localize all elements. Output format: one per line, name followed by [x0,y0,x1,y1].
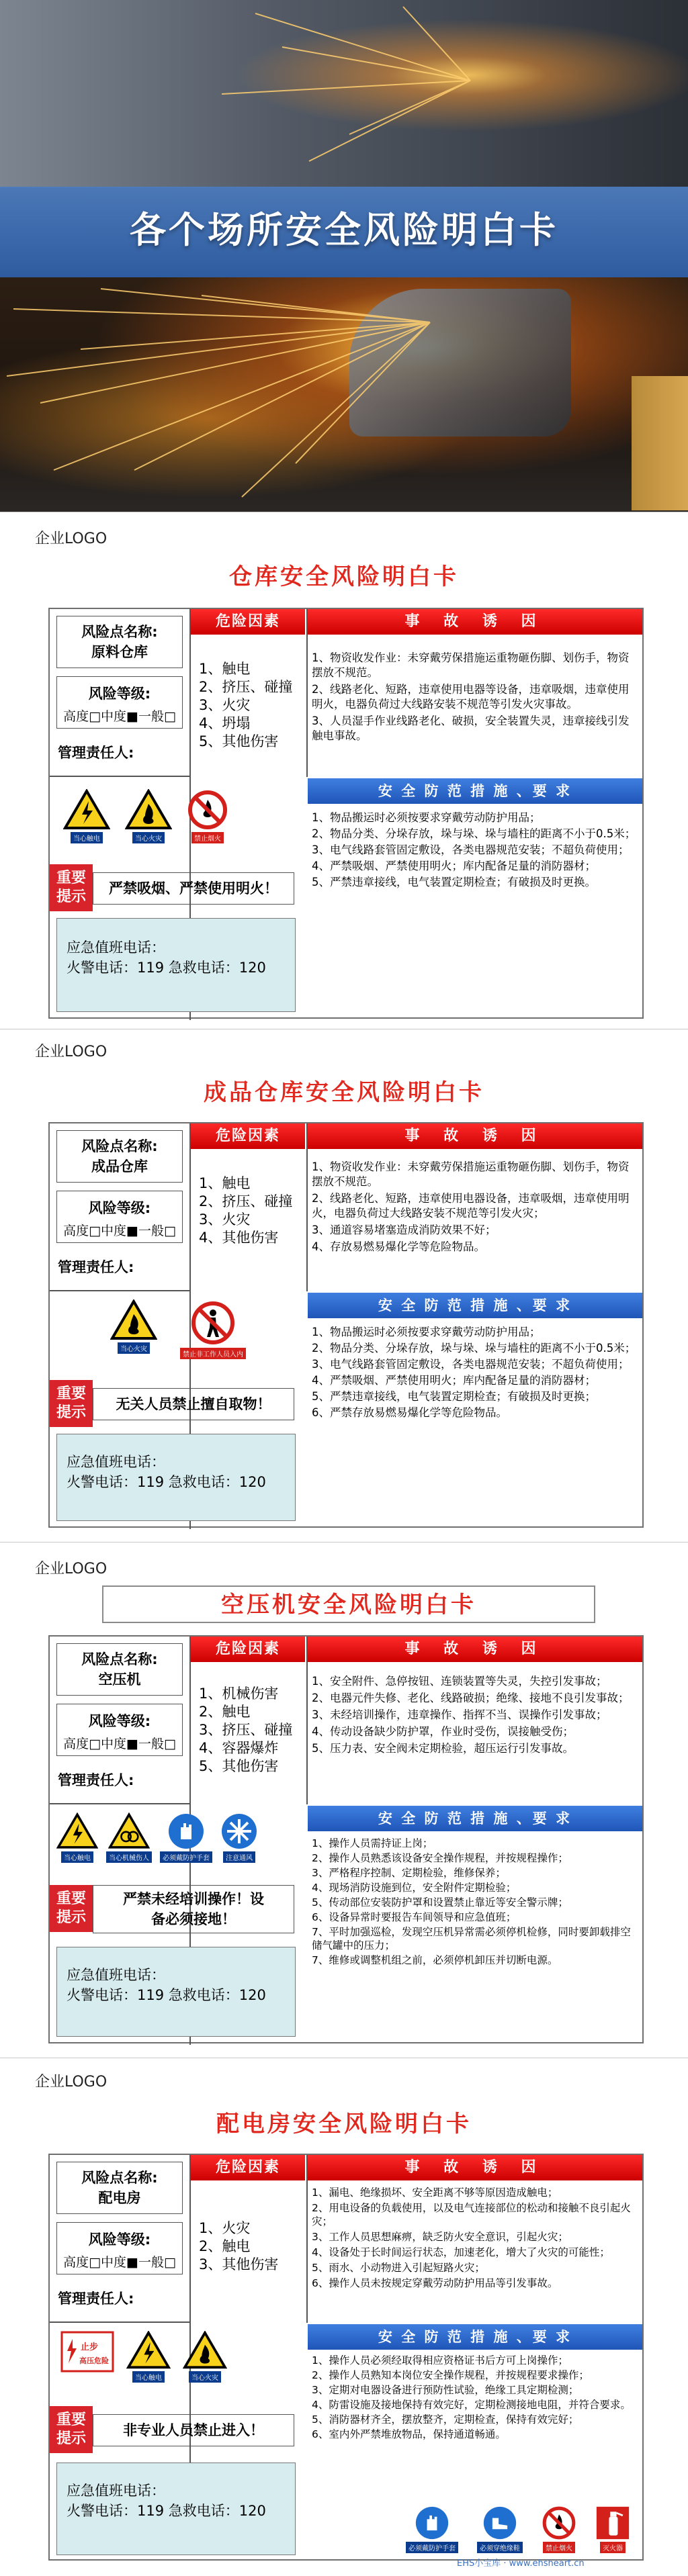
hazard-list [199,2219,278,2274]
hazard-item: 4、容器爆炸 [199,1740,279,1756]
measure-item: 3、电气线路套管固定敷设，各类电器规范安装；不超负荷使用； [312,1358,630,1371]
cause-list [312,2186,638,2292]
measure-item: 1、物品搬运时必须按要求穿戴劳动防护用品； [312,1326,541,1338]
measure-item: 2、物品分类、分垛存放，垛与垛、垛与墙柱的距离不小于0.5米； [312,827,636,840]
risk-point-name: 成品仓库 [91,1158,148,1175]
hazard-list [199,660,292,751]
notice-tag-text: 重要提示 [56,1890,86,1926]
risk-level-options: 高度□中度■一般□ [63,1224,176,1238]
wear-protective-gear-icon [160,1812,212,1863]
hazard-item: 4、坍塌 [199,715,251,731]
measure-item: 4、严禁吸烟、严禁使用明火；库内配备足量的消防器材； [312,1374,596,1387]
notice-tag-text: 重要提示 [56,2411,86,2447]
hazard-item: 4、其他伤害 [199,1230,279,1246]
sign-label: 必须穿绝缘鞋 [477,2542,523,2553]
measure-item: 4、严禁吸烟、严禁使用明火；库内配备足量的消防器材； [312,860,596,872]
divider [189,2155,191,2504]
risk-level-box [56,2222,183,2274]
emergency-contacts [56,918,296,1012]
cause-item: 1、物资收发作业：未穿戴劳保措施运重物砸伤脚、划伤手，物资摆放不规范。 [312,651,630,679]
cause-item: 1、物资收发作业：未穿戴劳保措施运重物砸伤脚、划伤手，物资摆放不规范。 [312,1160,630,1188]
fire-warning-icon [110,1299,157,1359]
measure-item: 7、维修或调整机组之前，必须停机卸压并切断电源。 [312,1954,558,1966]
risk-point-label: 风险点名称: [81,1651,158,1667]
svg-text:止步: 止步 [81,2342,99,2352]
risk-card-section-power-room [0,2058,688,2576]
hazard-item: 2、触电 [199,2238,251,2254]
measure-item: 2、物品分类、分垛存放，垛与垛、垛与墙柱的距离不小于0.5米； [312,1342,636,1354]
hazard-item: 1、触电 [199,1175,251,1191]
header-banner [0,0,688,512]
measure-list [312,1325,638,1422]
safety-signs [60,2331,227,2383]
fire-warning-icon [125,789,172,843]
cause-item: 1、安全附件、急停按钮、连锁装置等失灵，失控引发事故； [312,1675,607,1688]
cause-item: 3、未经培训操作，违章操作、指挥不当、误操作引发事故； [312,1708,607,1721]
sign-label: 当心机械伤人 [106,1851,152,1863]
sign-label: 禁止非工作人员入内 [180,1348,246,1359]
hazard-header: 危险因素 [191,2155,305,2180]
sparks-image [0,0,688,512]
risk-level-label: 风险等级: [88,1200,151,1216]
no-entry-icon [180,1299,246,1359]
important-notice-tag [50,2406,93,2453]
cause-header: 事 故 诱 因 [308,2155,642,2180]
important-notice: 无关人员禁止擅自取物！ [93,1388,294,1420]
measure-item: 6、设备异常时要报告车间领导和应急值班； [312,1911,517,1923]
measure-item: 4、现场消防设施到位，安全附件定期检验； [312,1882,517,1894]
fire-extinguisher-icon [595,2505,630,2553]
measure-header: 安 全 防 范 措 施 、要 求 [308,1806,642,1831]
no-fire-icon [542,2505,576,2553]
measure-header: 安 全 防 范 措 施 、要 求 [308,2324,642,2350]
sign-label: 当心触电 [71,832,103,843]
hazard-item: 5、其他伤害 [199,1758,279,1774]
emergency-numbers: 火警电话：119 急救电话：120 [67,960,266,976]
emergency-numbers: 火警电话：119 急救电话：120 [67,1474,266,1490]
hazard-header: 危险因素 [191,609,305,635]
hazard-item: 3、火灾 [199,697,251,713]
hazard-item: 2、挤压、碰撞 [199,1193,293,1209]
safety-signs [63,789,228,843]
emergency-contacts [56,1434,296,1521]
sign-label: 注意通风 [223,1851,255,1863]
bottom-safety-signs [406,2505,630,2553]
risk-point-box [56,1643,183,1696]
hazard-item: 3、挤压、碰撞 [199,1722,293,1738]
risk-level-box [56,676,183,729]
manager-label: 管理责任人: [58,1259,134,1275]
enterprise-logo: 企业LOGO [35,531,108,547]
cause-item: 2、用电设备的负载使用，以及电气连接部位的松动和接触不良引起火灾； [312,2202,631,2227]
measure-item: 2、操作人员熟知本岗位安全操作规程，并按规程要求操作； [312,2369,589,2381]
measure-item: 1、操作人员必须经取得相应资格证书后方可上岗操作； [312,2354,568,2366]
cause-item: 6、操作人员未按规定穿戴劳动防护用品等引发事故。 [312,2277,558,2289]
enterprise-logo: 企业LOGO [35,1044,108,1060]
measure-item: 3、严格程序控制、定期检验，维修保养； [312,1867,506,1879]
cause-item: 4、存放易燃易爆化学等危险物品。 [312,1240,485,1253]
risk-level-label: 风险等级: [88,686,151,702]
measure-item: 5、严禁违章接线，电气装置定期检查；有破损及时更换。 [312,876,596,888]
cause-item: 5、雨水、小动物进入引起短路火灾； [312,2262,485,2274]
measure-header: 安 全 防 范 措 施 、要 求 [308,778,642,804]
wear-safety-helmet-icon [220,1812,258,1863]
divider [50,2321,189,2323]
risk-level-label: 风险等级: [88,1713,151,1729]
measure-item: 3、电气线路套管固定敷设，各类电器规范安装；不超负荷使用； [312,843,630,856]
cause-header: 事 故 诱 因 [308,1637,642,1662]
hazard-item: 1、机械伤害 [199,1686,279,1702]
manager-label: 管理责任人: [58,2291,134,2307]
fire-warning-icon [183,2331,227,2383]
risk-level-box [56,1191,183,1243]
cause-list [312,1674,638,1758]
sign-label: 当心火灾 [118,1342,150,1354]
emergency-label: 应急值班电话： [67,1967,165,1983]
electric-shock-warning-icon [63,789,110,843]
sign-label: 必须戴防护手套 [160,1851,212,1863]
hazard-item: 1、火灾 [199,2220,251,2236]
cause-item: 3、人员湿手作业线路老化、破损，安全装置失灵，违章接线引发触电事故。 [312,715,630,742]
svg-text:高压危险: 高压危险 [79,2356,109,2365]
risk-card [48,1635,644,2043]
cause-item: 4、传动设备缺少防护罩，作业时受伤，误接触受伤； [312,1725,574,1738]
risk-point-name: 原料仓库 [91,644,148,660]
cause-item: 3、通道容易堵塞造成消防效果不好； [312,1224,497,1236]
measure-item: 6、严禁存放易燃易爆化学等危险物品。 [312,1406,507,1419]
hazard-item: 5、其他伤害 [199,733,279,749]
risk-level-box [56,1704,183,1756]
cause-item: 3、工作人员思想麻痹，缺乏防火安全意识，引起火灾； [312,2231,568,2243]
no-open-flame-icon [187,789,228,843]
sign-label: 当心触电 [61,1851,93,1863]
safety-signs [110,1299,246,1359]
measure-item: 3、定期对电器设备进行预防性试验，绝缘工具定期检测； [312,2384,579,2396]
risk-card-section-finished-warehouse [0,1029,688,1542]
sign-label: 必须戴防护手套 [406,2542,458,2553]
risk-point-box [56,616,183,668]
manager-label: 管理责任人: [58,745,134,761]
measure-item: 1、操作人员需持证上岗； [312,1837,433,1849]
risk-point-box [56,1130,183,1183]
risk-point-label: 风险点名称: [81,624,158,640]
measure-list [312,1837,638,1968]
measure-item: 5、传动部位安装防护罩和设置禁止靠近等安全警示牌； [312,1896,568,1908]
cause-item: 2、线路老化、短路，违章使用电器设备，违章吸烟，违章使用明火，电器负荷过大线路安装不规范等引发火灾； [312,1192,630,1220]
important-notice-tag [50,864,93,911]
emergency-label: 应急值班电话： [67,939,165,956]
risk-card-section-air-compressor [0,1542,688,2058]
sign-label: 灭火器 [600,2542,626,2553]
important-notice: 非专业人员禁止进入！ [93,2414,294,2446]
emergency-numbers: 火警电话：119 急救电话：120 [67,2503,266,2519]
risk-point-box [56,2162,183,2214]
hazard-item: 1、触电 [199,661,251,677]
measure-item: 4、防雷设施及接地保持有效完好，定期检测接地电阻，并符合要求。 [312,2399,631,2411]
cause-item: 1、漏电、绝缘损坏、安全距离不够等原因造成触电； [312,2187,558,2199]
card-title: 成品仓库安全风险明白卡 [204,1079,484,1106]
divider [50,776,189,777]
electric-shock-warning-icon [56,1812,98,1863]
watermark: EHS小宝库 · www.ehsheart.cn [457,2559,585,2569]
cause-list [312,651,638,745]
measure-list [312,2354,638,2442]
hazard-item: 3、火灾 [199,1211,251,1228]
manager-label: 管理责任人: [58,1772,134,1788]
risk-card-section-warehouse [0,512,688,1029]
risk-card [48,608,644,1019]
hazard-item: 3、其他伤害 [199,2256,279,2272]
hazard-list [199,1175,292,1247]
emergency-numbers: 火警电话：119 急救电话：120 [67,1987,266,2003]
measure-item: 5、消防器材齐全，摆放整齐，定期检查，保持有效完好； [312,2413,579,2426]
page-title: 各个场所安全风险明白卡 [130,209,558,251]
measure-item: 2、操作人员熟悉该设备安全操作规程，并按规程操作； [312,1852,568,1864]
cause-header: 事 故 诱 因 [308,1123,642,1149]
important-notice-tag [50,1380,93,1427]
important-notice: 严禁未经培训操作！设备必须接地！ [93,1885,294,1933]
cause-item: 2、线路老化、短路，违章使用电器等设备，违章吸烟，违章使用明火，电器负荷过大线路安装不规范等引发火灾事故。 [312,683,630,710]
risk-card [48,2154,644,2561]
divider [50,1290,189,1291]
risk-point-name: 配电房 [98,2190,141,2206]
measure-item: 5、严禁违章接线，电气装置定期检查；有破损及时更换； [312,1390,596,1403]
risk-point-label: 风险点名称: [81,1138,158,1154]
risk-point-label: 风险点名称: [81,2170,158,2186]
hazard-item: 2、触电 [199,1704,251,1720]
emergency-contacts [56,1947,296,2037]
sign-label: 当心触电 [132,2371,165,2383]
card-title: 配电房安全风险明白卡 [216,2111,472,2137]
measure-item: 1、物品搬运时必须按要求穿戴劳动防护用品； [312,811,541,824]
hazard-item: 2、挤压、碰撞 [199,679,293,695]
risk-level-options: 高度□中度■一般□ [63,2255,176,2270]
risk-level-label: 风险等级: [88,2232,151,2248]
notice-tag-text: 重要提示 [56,1385,86,1421]
safety-signs [56,1812,258,1863]
emergency-contacts [56,2463,296,2555]
emergency-label: 应急值班电话： [67,2483,165,2499]
risk-card [48,1122,644,1528]
hazard-header: 危险因素 [191,1637,305,1662]
measure-list [312,811,638,891]
high-voltage-danger-icon [60,2331,114,2383]
important-notice-tag [50,1885,93,1932]
cause-header: 事 故 诱 因 [308,609,642,635]
risk-level-options: 高度□中度■一般□ [63,709,176,724]
hazard-header: 危险因素 [191,1123,305,1149]
notice-tag-text: 重要提示 [56,870,86,905]
cause-item: 4、设备处于长时间运行状态，加速老化，增大了火灾的可能性； [312,2246,610,2258]
enterprise-logo: 企业LOGO [35,1561,108,1577]
cause-list [312,1160,638,1256]
measure-item: 7、平时加强巡检，发现空压机异常需必须停机检修，同时要卸载排空储气罐中的压力； [312,1926,631,1951]
divider [50,1803,189,1804]
wear-insulated-shoes-icon [477,2505,523,2553]
sign-label: 当心火灾 [189,2371,221,2383]
sign-label: 禁止烟火 [543,2542,575,2553]
wear-protective-gear-icon [406,2505,458,2553]
sign-label: 当心火灾 [132,832,165,843]
card-title: 仓库安全风险明白卡 [229,563,459,590]
enterprise-logo: 企业LOGO [35,2074,108,2090]
emergency-label: 应急值班电话： [67,1454,165,1470]
important-notice: 严禁吸烟、严禁使用明火！ [93,872,294,905]
sign-label: 禁止烟火 [191,832,224,843]
hazard-list [199,1685,292,1776]
electric-shock-warning-icon [126,2331,171,2383]
measure-header: 安 全 防 范 措 施 、要 求 [308,1293,642,1318]
risk-point-name: 空压机 [98,1671,141,1688]
mechanical-injury-warning-icon [106,1812,152,1863]
cause-item: 2、电器元件失修、老化、线路破损；绝缘、接地不良引发事故； [312,1692,630,1704]
measure-item: 6、室内外严禁堆放物品，保持通道畅通。 [312,2428,506,2440]
risk-level-options: 高度□中度■一般□ [63,1737,176,1751]
cause-item: 5、压力表、安全阀未定期检验，超压运行引发事故。 [312,1742,574,1755]
card-title: 空压机安全风险明白卡 [102,1585,595,1623]
